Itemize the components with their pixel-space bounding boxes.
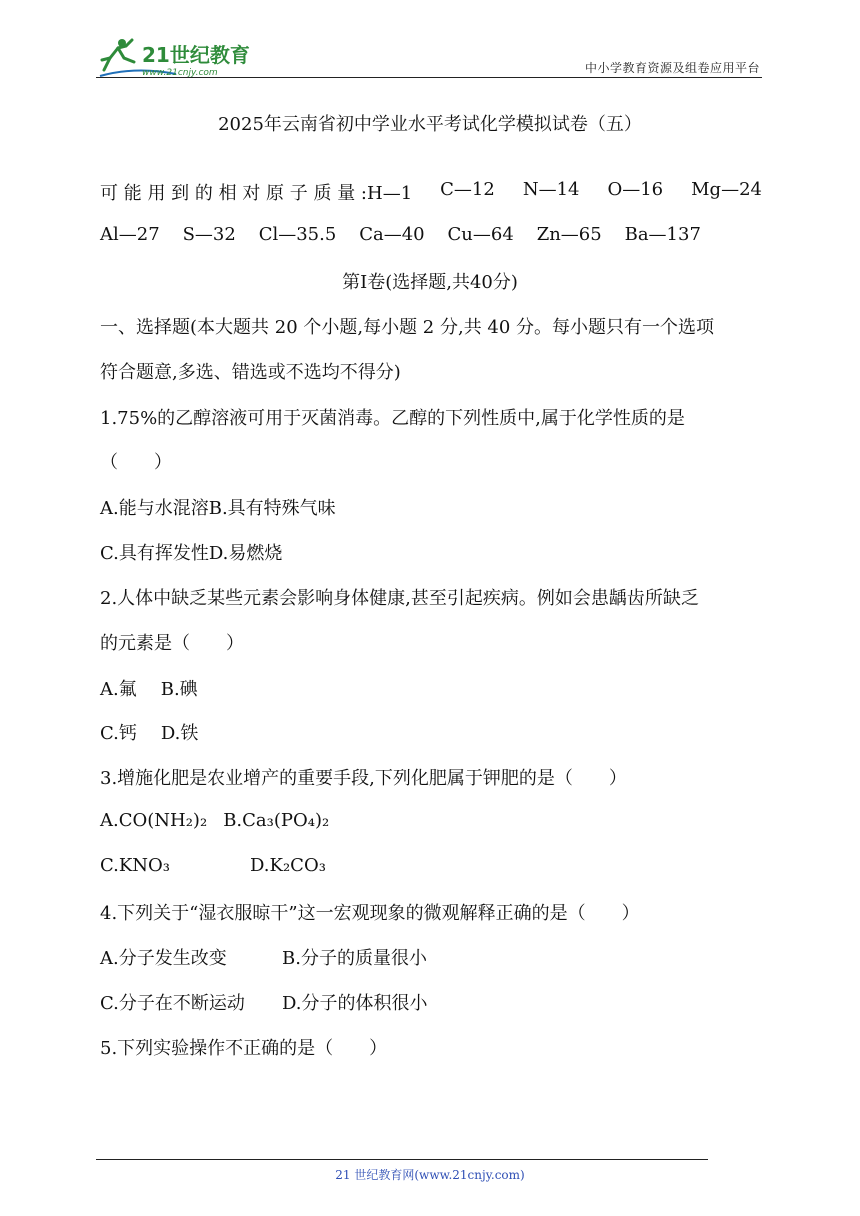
option-d: D.铁 [160,723,199,744]
question-3-options-cd [100,855,326,876]
atomic-mass-zn: Zn—65 [536,224,602,245]
question-3-options-ab [100,810,329,831]
option-b: B.碘 [160,679,198,700]
question-1-stem: 1.75%的乙醇溶液可用于灭菌消毒。乙醇的下列性质中,属于化学性质的是 [100,408,685,429]
atomic-mass-ca: Ca—40 [359,224,425,245]
atomic-mass-al: Al—27 [100,224,160,245]
option-c: C.钙 [100,723,137,744]
question-3-stem: 3.增施化肥是农业增产的重要手段,下列化肥属于钾肥的是（ ） [100,768,627,789]
atomic-mass-cu: Cu—64 [447,224,514,245]
header-divider [96,77,762,78]
question-1-options-cd: C.具有挥发性D.易燃烧 [100,543,283,564]
platform-name: 中小学教育资源及组卷应用平台 [584,61,760,75]
exam-title: 2025年云南省初中学业水平考试化学模拟试卷（五） [218,114,642,135]
option-b: B.分子的质量很小 [282,948,427,969]
footer-link[interactable]: 21 世纪教育网(www.21cnjy.com) [335,1168,525,1182]
atomic-mass-o: O—16 [607,179,664,200]
atomic-mass-row-1 [100,179,762,205]
instructions-line-2: 符合题意,多选、错选或不选均不得分) [100,362,401,383]
question-2-options-cd [100,719,198,745]
option-a: A.分子发生改变 [100,948,227,969]
option-d: D.分子的体积很小 [282,993,428,1014]
question-4-options-cd [100,989,428,1015]
atomic-mass-c: C—12 [440,179,495,200]
instructions-line-1: 一、选择题(本大题共 20 个小题,每小题 2 分,共 40 分。每小题只有一个选项 [100,317,715,338]
footer-divider [96,1159,708,1160]
atomic-mass-s: S—32 [182,224,236,245]
question-2-stem-cont: 的元素是（ ） [100,633,244,654]
atomic-mass-ba: Ba—137 [624,224,701,245]
atomic-mass-n: N—14 [522,179,580,200]
option-d: D.K₂CO₃ [250,855,326,876]
option-c: C.分子在不断运动 [100,993,245,1014]
option-a: A.CO(NH₂)₂ [100,810,208,831]
option-b: B.Ca₃(PO₄)₂ [223,810,330,831]
question-2-options-ab [100,675,198,701]
option-c: C.KNO₃ [100,855,171,876]
question-2-stem: 2.人体中缺乏某些元素会影响身体健康,甚至引起疾病。例如会患龋齿所缺乏 [100,588,699,609]
atomic-mass-mg: Mg—24 [691,179,762,200]
atomic-mass-row-2 [100,224,701,245]
svg-text:www.21cnjy.com: www.21cnjy.com [142,68,218,78]
question-5-stem: 5.下列实验操作不正确的是（ ） [100,1038,388,1059]
atomic-mass-label: 可 能 用 到 的 相 对 原 子 质 量 :H—1 [100,183,413,204]
svg-text:21世纪教育: 21世纪教育 [142,43,250,67]
section-title: 第Ⅰ卷(选择题,共40分) [342,272,518,293]
option-a: A.氟 [100,679,137,700]
atomic-mass-cl: Cl—35.5 [258,224,337,245]
question-4-options-ab [100,944,427,970]
question-1-options-ab: A.能与水混溶B.具有特殊气味 [100,498,336,519]
question-4-stem: 4.下列关于“湿衣服晾干”这一宏观现象的微观解释正确的是（ ） [100,903,640,924]
question-1-bracket: （ ） [100,452,172,473]
site-logo [96,36,266,80]
